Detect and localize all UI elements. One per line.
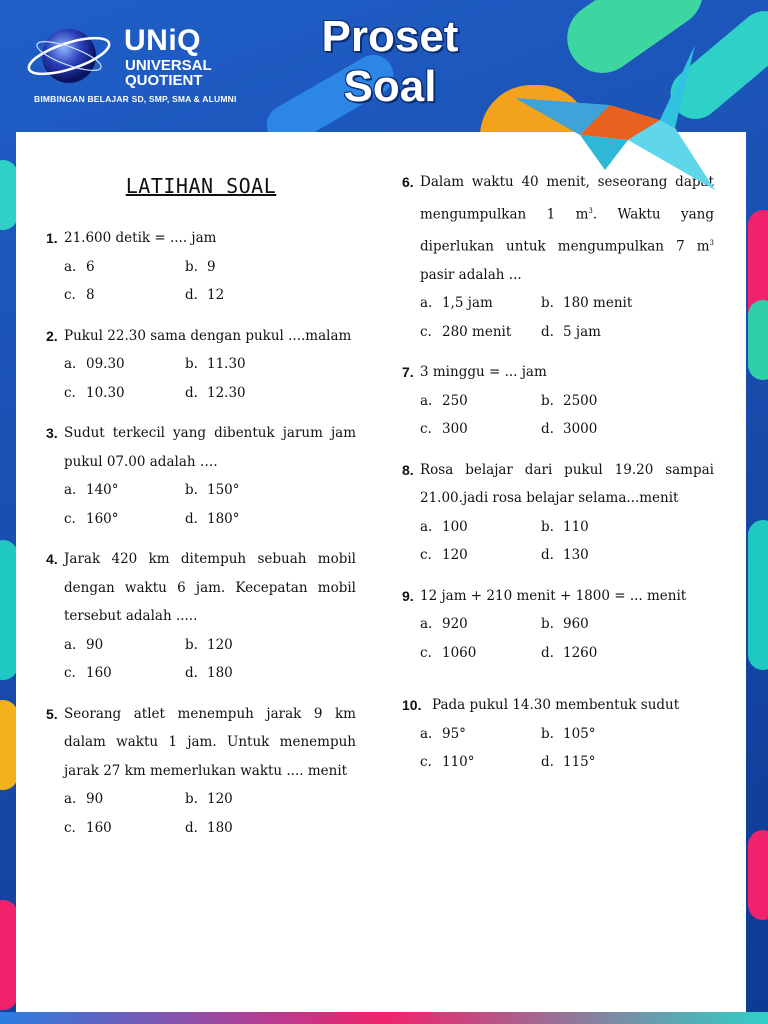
option-letter: d. [185, 384, 198, 401]
question-number: 9. [402, 587, 414, 604]
answer-options [64, 476, 356, 533]
option-letter: a. [420, 616, 433, 632]
question-list [402, 168, 714, 777]
option-value: 100 [442, 518, 468, 535]
answer-option [185, 505, 356, 534]
answer-option [541, 387, 714, 416]
option-value: 6 [86, 258, 95, 275]
page-title [290, 12, 490, 112]
question-text: Seorang atlet menempuh jarak 9 km dalam waktu 1 jam. Untuk menempuh jarak 27 km memerlukan waktu .... menit [64, 705, 356, 779]
option-letter: a. [64, 636, 77, 653]
option-value: 09.30 [86, 356, 125, 372]
question-item [46, 700, 356, 843]
answer-option [420, 289, 541, 318]
option-letter: d. [185, 665, 198, 681]
decor-side-bar [748, 520, 768, 670]
answer-options [420, 513, 714, 570]
question-text: 21.600 detik = .... jam [64, 230, 217, 246]
option-letter: a. [64, 356, 77, 372]
brand-logo [18, 12, 278, 107]
option-value: 115° [563, 754, 596, 770]
option-letter: c. [420, 323, 432, 340]
option-letter: a. [420, 518, 433, 535]
option-value: 105° [563, 725, 596, 742]
question-item [402, 358, 714, 444]
left-column [46, 132, 356, 842]
option-value: 8 [86, 287, 95, 303]
question-number: 6. [402, 174, 414, 190]
option-value: 120 [207, 636, 233, 653]
option-value: 120 [207, 791, 233, 807]
decor-bottom-strip [0, 1012, 768, 1024]
question-item [402, 168, 714, 346]
option-value: 150° [207, 482, 240, 498]
option-value: 280 menit [442, 323, 512, 340]
option-value: 110° [442, 754, 475, 770]
answer-option [64, 785, 185, 814]
option-letter: d. [541, 421, 554, 437]
option-letter: a. [64, 791, 77, 807]
option-letter: c. [64, 384, 76, 401]
option-letter: a. [420, 295, 433, 311]
question-number: 1. [46, 230, 58, 246]
option-value: 180 [207, 819, 233, 836]
answer-options [64, 253, 356, 310]
answer-option [541, 720, 714, 749]
option-value: 120 [442, 547, 468, 563]
question-number: 8. [402, 461, 414, 478]
answer-option [420, 610, 541, 639]
option-letter: b. [541, 725, 554, 742]
option-letter: b. [541, 295, 554, 311]
question-item [46, 419, 356, 533]
answer-option [541, 610, 714, 639]
option-value: 3000 [563, 421, 598, 437]
option-letter: c. [420, 754, 432, 770]
question-text: Pada pukul 14.30 membentuk sudut [432, 697, 680, 713]
answer-options [64, 350, 356, 407]
option-value: 180° [207, 510, 240, 527]
answer-option [541, 541, 714, 570]
option-letter: b. [185, 356, 198, 372]
option-letter: d. [185, 819, 198, 836]
option-value: 1260 [563, 644, 598, 661]
answer-option [64, 631, 185, 660]
question-list [46, 224, 356, 842]
option-letter: d. [541, 547, 554, 563]
answer-options [64, 785, 356, 842]
question-number: 2. [46, 327, 58, 344]
question-text: Jarak 420 km ditempuh sebuah mobil dengan waktu 6 jam. Kecepatan mobil tersebut adalah ..... [64, 551, 356, 624]
worksheet-paper [16, 132, 746, 1012]
superscript: 3 [588, 206, 593, 215]
answer-option [185, 476, 356, 505]
option-value: 95° [442, 725, 466, 742]
option-letter: d. [185, 287, 198, 303]
answer-option [541, 748, 714, 777]
option-value: 2500 [563, 392, 598, 409]
option-letter: c. [420, 421, 432, 437]
answer-option [185, 659, 356, 688]
option-letter: a. [420, 725, 433, 742]
option-value: 920 [442, 616, 468, 632]
answer-options [420, 610, 714, 667]
answer-option [185, 350, 356, 379]
option-value: 160° [86, 510, 119, 527]
option-value: 160 [86, 819, 112, 836]
answer-option [185, 253, 356, 282]
answer-option [420, 639, 541, 668]
option-letter: c. [420, 644, 432, 661]
option-value: 9 [207, 258, 216, 275]
option-value: 300 [442, 421, 468, 437]
option-value: 130 [563, 547, 589, 563]
option-value: 140° [86, 482, 119, 498]
option-value: 180 [207, 665, 233, 681]
option-letter: c. [64, 819, 76, 836]
option-letter: b. [185, 258, 198, 275]
question-number: 10. [402, 697, 422, 713]
question-item [402, 456, 714, 570]
option-value: 5 jam [563, 323, 601, 340]
option-letter: a. [64, 258, 77, 275]
question-text: Sudut terkecil yang dibentuk jarum jam pukul 07.00 adalah …. [64, 425, 356, 470]
option-value: 10.30 [86, 384, 125, 401]
option-letter: b. [541, 518, 554, 535]
answer-option [64, 659, 185, 688]
option-letter: a. [420, 392, 433, 409]
option-letter: b. [541, 616, 554, 632]
answer-option [541, 513, 714, 542]
brand-subtitle [125, 58, 212, 88]
answer-option [420, 748, 541, 777]
answer-option [185, 631, 356, 660]
option-value: 90 [86, 636, 104, 653]
option-letter: c. [64, 510, 76, 527]
superscript: 3 [709, 238, 714, 247]
page-title-line: Proset [321, 12, 459, 61]
right-column [402, 168, 714, 789]
option-letter: c. [420, 547, 432, 563]
brand-tagline: BIMBINGAN BELAJAR SD, SMP, SMA & ALUMNI [34, 94, 237, 104]
option-letter: d. [185, 510, 198, 527]
option-value: 11.30 [207, 356, 246, 372]
option-value: 250 [442, 392, 468, 409]
decor-side-bar [748, 300, 768, 380]
option-letter: c. [64, 287, 76, 303]
option-letter: b. [541, 392, 554, 409]
answer-options [420, 720, 714, 777]
answer-option [420, 415, 541, 444]
answer-option [185, 814, 356, 843]
option-value: 12.30 [207, 384, 246, 401]
answer-option [64, 350, 185, 379]
option-letter: d. [541, 323, 554, 340]
option-value: 1060 [442, 644, 477, 661]
answer-option [420, 720, 541, 749]
answer-option [185, 379, 356, 408]
option-letter: a. [64, 482, 77, 498]
answer-option [64, 814, 185, 843]
option-letter: b. [185, 636, 198, 653]
answer-option [541, 289, 714, 318]
question-number: 7. [402, 364, 414, 380]
question-item [46, 322, 356, 408]
page-title-line: Soal [343, 62, 437, 111]
brand-subtitle-line: QUOTIENT [125, 72, 203, 89]
answer-option [64, 505, 185, 534]
answer-option [64, 253, 185, 282]
question-text: 12 jam + 210 menit + 1800 = ... menit [420, 587, 687, 604]
question-item [46, 545, 356, 688]
question-item [402, 691, 714, 777]
answer-option [420, 318, 541, 347]
option-value: 1,5 jam [442, 295, 493, 311]
answer-options [420, 289, 714, 346]
decor-side-bar [748, 830, 768, 920]
answer-option [185, 785, 356, 814]
question-text: 3 minggu = ... jam [420, 364, 547, 380]
answer-option [420, 387, 541, 416]
answer-option [64, 281, 185, 310]
question-text: Pukul 22.30 sama dengan pukul ....malam [64, 327, 352, 344]
question-number: 4. [46, 551, 58, 567]
answer-option [64, 476, 185, 505]
option-letter: b. [185, 482, 198, 498]
option-value: 12 [207, 287, 225, 303]
answer-option [420, 513, 541, 542]
answer-option [541, 639, 714, 668]
answer-option [420, 541, 541, 570]
option-letter: d. [541, 754, 554, 770]
option-value: 90 [86, 791, 104, 807]
option-value: 180 menit [563, 295, 633, 311]
question-item [46, 224, 356, 310]
question-text: Rosa belajar dari pukul 19.20 sampai 21.00.jadi rosa belajar selama...menit [420, 461, 714, 506]
answer-options [420, 387, 714, 444]
paper-crane-icon [510, 40, 720, 190]
answer-options [64, 631, 356, 688]
answer-option [541, 415, 714, 444]
option-value: 110 [563, 518, 589, 535]
brand-subtitle-line: UNIVERSAL [125, 57, 212, 74]
brand-name: UNiQ [124, 24, 201, 57]
option-value: 160 [86, 665, 112, 681]
question-number: 5. [46, 705, 58, 722]
sheet-title: LATIHAN SOAL [125, 174, 277, 198]
answer-option [64, 379, 185, 408]
option-letter: c. [64, 665, 76, 681]
answer-option [185, 281, 356, 310]
option-letter: d. [541, 644, 554, 661]
globe-icon [26, 16, 112, 92]
question-number: 3. [46, 425, 58, 441]
question-item [402, 582, 714, 668]
option-letter: b. [185, 791, 198, 807]
question-text: Dalam waktu 40 menit, seseorang dapat mengumpulkan 1 $m^3$. Waktu yang diperlukan untuk mengumpulkan 7 $m^3$ pasir adalah ... [420, 174, 714, 283]
option-value: 960 [563, 616, 589, 632]
answer-option [541, 318, 714, 347]
